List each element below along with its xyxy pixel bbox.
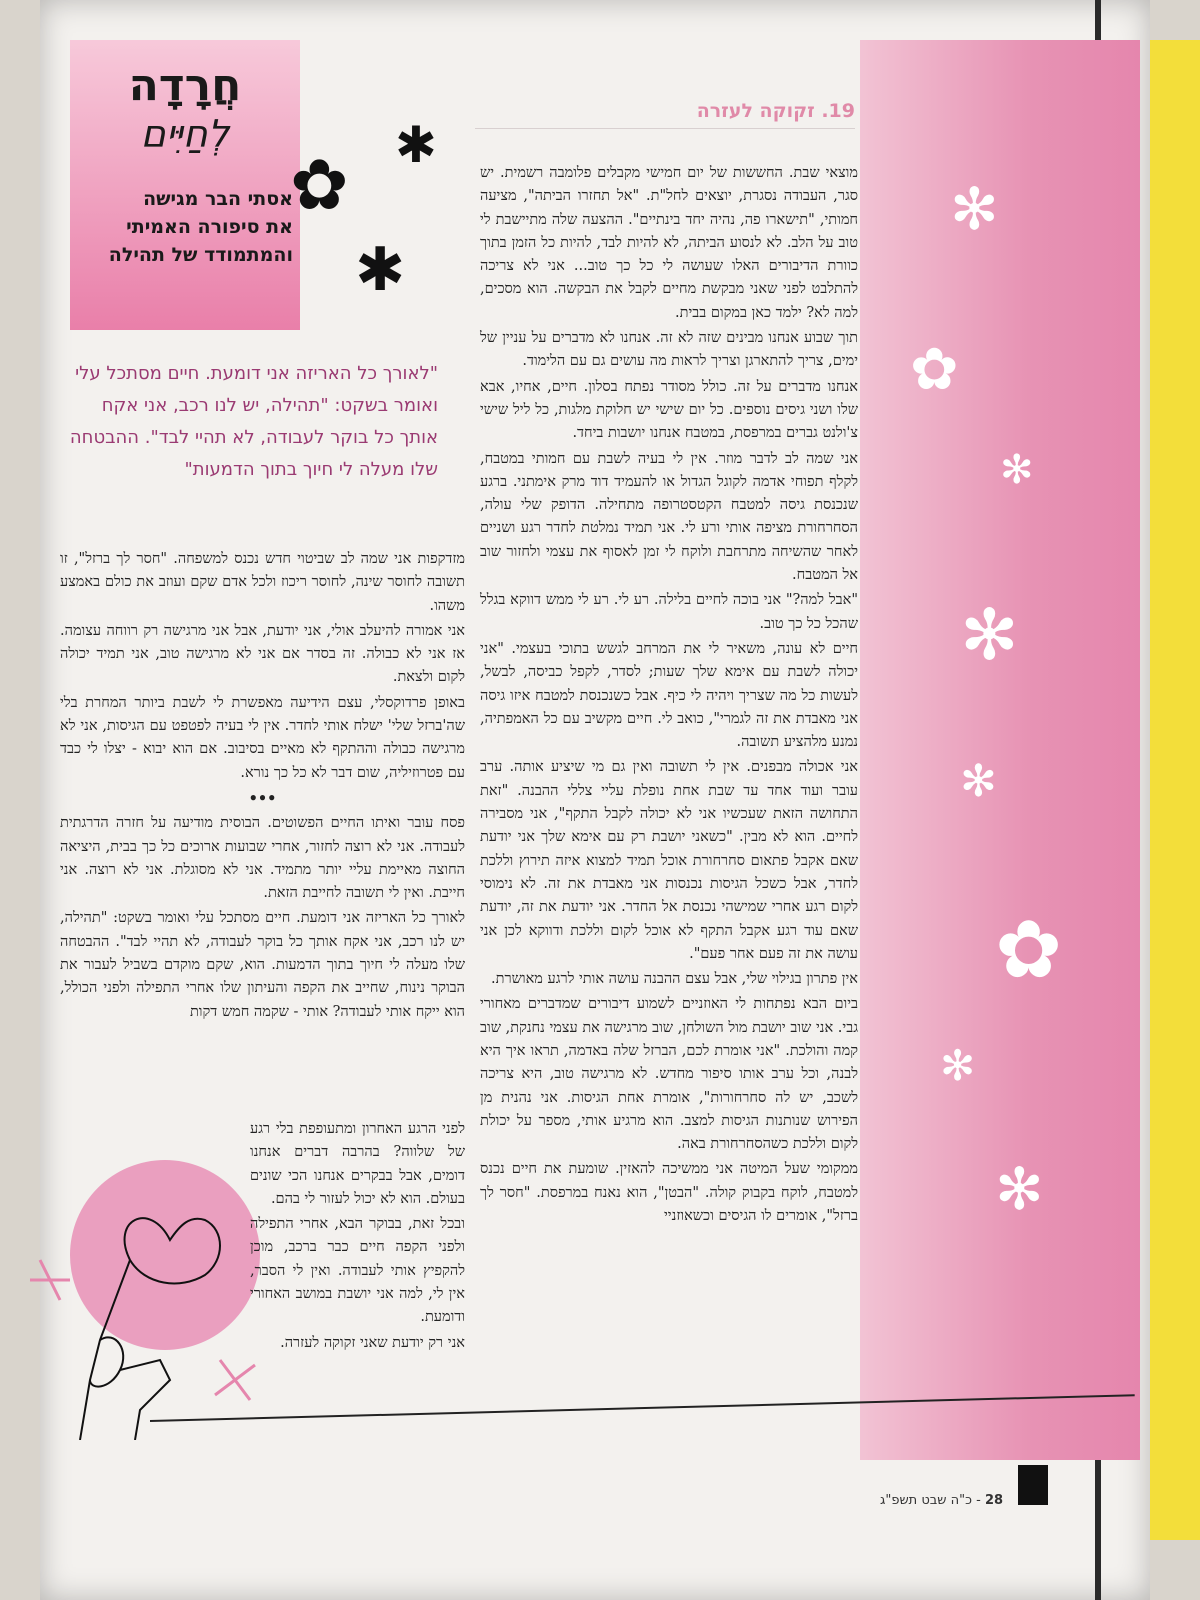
paragraph: אני שמה לב לדבר מוזר. אין לי בעיה לשבת עם חמותי במטבח, לקלף תפוחי אדמה לקוגל הגדול או להעמיד דוד מרק אימתני. ברגע שנכנסת גיסה למטבח הקטסטרופה מתחילה. הדופק שלי עולה, הסחרחורת מציפה אותי ורע לי. אני תמיד נמלטת לחדר רגע ושניים לאחר שהשיחה מתרחבת ולוקח לי זמן לאסוף את עצמי ולחזור שוב אל המטבח. (480, 450, 858, 584)
daisy-icon: ✻ (940, 1041, 976, 1090)
heart-hand-doodle-icon (20, 1180, 260, 1440)
paragraph: ביום הבא נפתחות לי האוזניים לשמוע דיבורים שמדברים מאחורי גבי. אני שוב יושבת מול השולחן, שוב מרגישה את עצמי נחנקת, שוב קמה והולכת. "אני אומרת לכם, הברזל שלה באדמה, תראו איך היא לבנה, וכל ערב אותו סיפור מחדש. לא מרגישה טוב, היא צריכה לשכב, יש לה סחרחורות", אומרת אחת הגיסות. אני נהנית מן הפירוש שנותנות הגיסות למצב. הוא מרגיע אותי, מספר על יכולת לקום וללכת כשהסחרחורת באה. (480, 996, 858, 1153)
asterisk-doodle-icon: ✱ (395, 116, 437, 174)
paragraph: "אבל למה?" אני בוכה לחיים בלילה. רע לי. רע לי ממש דווקא בגלל שהכל כל כך טוב. (480, 592, 858, 632)
daisy-icon: ✿ (995, 903, 1063, 996)
page-number: 28 (984, 1493, 1004, 1508)
section-header-tag: 19. זקוקה לעזרה (475, 100, 855, 129)
page-footer (880, 1493, 1003, 1508)
byline-line: אסתי הבר מגישה (143, 188, 293, 210)
paragraph: לפני הרגע האחרון ומתעופפת בלי רגע של שלווה? בהרבה דברים אנחנו דומים, אבל בבקרים אנחנו הכי שונים בעולם. הוא לא יכול לעזור לי בהם. (250, 1121, 465, 1207)
pink-decorative-strip (860, 40, 1140, 1460)
paragraph: אין פתרון בגילוי שלי, אבל עצם ההבנה עושה אותי לרגע מאושרת. (491, 971, 858, 988)
magazine-logo-box (1018, 1465, 1048, 1505)
article-title: חֲרָדָה (128, 60, 242, 111)
paragraph: ממקומי שעל המיטה אני ממשיכה להאזין. שומעת את חיים נכנס למטבח, לוקח בקבוק קולה. "הבטן", הוא נאנח במרפסת. "חסר לך ברזל", אומרים לו הגיסים וכשאוזניי (480, 1161, 858, 1225)
paragraph: מזדקפות אני שמה לב שביטוי חדש נכנס למשפחה. "חסר לך ברזל", זו תשובה לחוסר שינה, לחוסר ריכוז ולכל אדם שקם ועוזב את כולם באמצע משהו. (60, 551, 465, 614)
daisy-icon: ✻ (950, 175, 999, 243)
paragraph: אני אכולה מבפנים. אין לי תשובה ואין גם מי שיציע אותה. ערב עובר ועוד אחד עד שבת אחת נופלת עליי צללי ההבנה. "זאת התחושה הזאת שעכשיו אני לא יכולה לקבל התקף", אני מסבירה לחיים. הוא לא מבין. "כשאני יושבת רק עם אימא שלך אני יודעת שאם אקבל פתאום סחרחורת אוכל תמיד למצוא איזה תירוץ וללכת לחדר, אבל כשכל הגיסות נכנסות אני מאבדת את זה. לא נימוסי לקום רגע אחרי שמישהי נכנסת אל החדר. אני יודעת את זה, יודעת שאם עוד רגע אקבל התקף לא אוכל לקום וללכת ודווקא לכן אני עושה את זה פעם אחר פעם". (480, 759, 858, 962)
paragraph: מוצאי שבת. החששות של יום חמישי מקבלים פלומבה רשמית. יש סגר, העבודה נסגרת, יוצאים לחל"ת. "אל תחזרו הביתה", מציעה חמותי, "תישארו פה, נהיה יחד בינתיים". ההצעה שלה מתיישבת לי טוב על הלב. לא לנסוע הביתה, לא להיות לבד, להיות כל הזמן בתוך כוורת הדיבורים האלו שעושה לי כל כך טוב... אני לא צריכה להתלבט לפני שאני מבקשת מחיים לקבל את הבקשה. הוא מסכים, למה לא? ילמד כאן במקום בבית. (480, 165, 858, 321)
paragraph: אנחנו מדברים על זה. כולל מסודר נפתח בסלון. חיים, אחיו, אבא שלו ושני גיסים נוספים. כל יום שישי יש חלוקת מלגות, כל ליל שישי צ'ולנט גברים במרפסת, במטבח אנחנו יושבות ביחד. (480, 378, 858, 442)
article-column-left (60, 548, 465, 1026)
daisy-icon: ✻ (995, 1155, 1044, 1223)
daisy-icon: ✿ (910, 335, 959, 403)
byline (78, 185, 293, 269)
daisy-icon: ✻ (960, 594, 1019, 676)
article-column-right (480, 162, 858, 1230)
article-column-left-narrow (250, 1118, 465, 1357)
issue-date: כ"ה שבט תשפ"ג (880, 1493, 972, 1508)
section-divider: ••• (248, 789, 277, 807)
paragraph: פסח עובר ואיתו החיים הפשוטים. הבוסית מודיעה על חזרה הדרגתית לעבודה. אני לא רוצה לחזור, אחרי שבועות ארוכים כל כך בבית, היציאה החוצה מאיימת עליי יותר מתמיד. אני לא מסוגלת. אני לא רוצה. אני חייבת. ואין לי תשובה לחייבת הזאת. (60, 815, 465, 902)
footer-separator: - (971, 1493, 981, 1508)
paragraph: אני רק יודעת שאני זקוקה לעזרה. (280, 1334, 465, 1351)
byline-line: את סיפורה האמיתי (126, 216, 293, 238)
daisy-icon: ✻ (960, 756, 997, 807)
byline-line: והמתמודד של תהילה (108, 244, 293, 266)
paragraph: חיים לא עונה, משאיר לי את המרחב לגשש בתוכי בעצמי. "אני יכולה לשבת עם אימא שלך שעות; לסדר, לקפל כביסה, לבשל, לעשות כל מה שצריך ויהיה לי כיף. אבל כשנכנסת למטבח איזו גיסה אני מאבדת את זה לגמרי", כואב לי. חיים מקשיב עם כל האמפתיה, נמנע מלהציע תשובה. (480, 640, 858, 751)
paragraph: תוך שבוע אנחנו מבינים שזה לא זה. אנחנו לא מדברים על עניין של ימים, צריך להתארגן וצריך לראות מה עושים גם עם הלימוד. (480, 330, 858, 370)
paragraph: לאורך כל האריזה אני דומעת. חיים מסתכל עלי ואומר בשקט: "תהילה, יש לנו רכב, אני אקח אותך כל בוקר לעבודה, לא תהיי לבד". ההבטחה שלו מעלה לי חיוך בתוך הדמעות. הוא, שקם מוקדם בשביל לעבור את הבוקר נינוח, שחייב את הקפה והעיתון שלו אחרי התפילה ולפני הכולל, הוא ייקח אותי לעבודה? אותי - שקמה חמש דקות (60, 910, 465, 1020)
article-title-sub: לְחַיִּים (140, 112, 230, 156)
paragraph: ובכל זאת, בבוקר הבא, אחרי התפילה ולפני הקפה חיים כבר ברכב, מוכן להקפיץ אותי לעבודה. ואין לי הסבר, אין לי, למה אני יושבת במושב האחורי ודומעת. (250, 1216, 465, 1326)
flower-doodle-icon: ✿ (290, 144, 349, 226)
paragraph: באופן פרדוקסלי, עצם הידיעה מאפשרת לי לשבת ביותר המחרת בלי שה'ברזל שלי' ישלח אותי לחדר. אין לי בעיה לפטפט עם הגיסות, אני לא מרגישה כבולה וההתקף לא מאיים בסיבוב. אם הוא יבוא - יצלו לי כבד עם פטרוזיליה, שום דבר לא כל כך נורא. (60, 694, 465, 781)
daisy-icon: ✻ (1000, 447, 1034, 493)
asterisk-doodle-icon: ✱ (355, 235, 406, 305)
pull-quote: "לאורך כל האריזה אני דומעת. חיים מסתכל עלי ואומר בשקט: "תהילה, יש לנו רכב, אני אקח אותך כל בוקר לעבודה, לא תהיי לבד". ההבטחה שלו מעלה לי חיוך בתוך הדמעות" (69, 363, 438, 480)
paragraph: אני אמורה להיעלב אולי, אני יודעת, אבל אני מרגישה רק רווחה עצומה. אז אני לא כבולה. זה בסדר אם אני לא מרגישה טוב, אני תמיד יכולה לקום ולצאת. (60, 622, 465, 686)
